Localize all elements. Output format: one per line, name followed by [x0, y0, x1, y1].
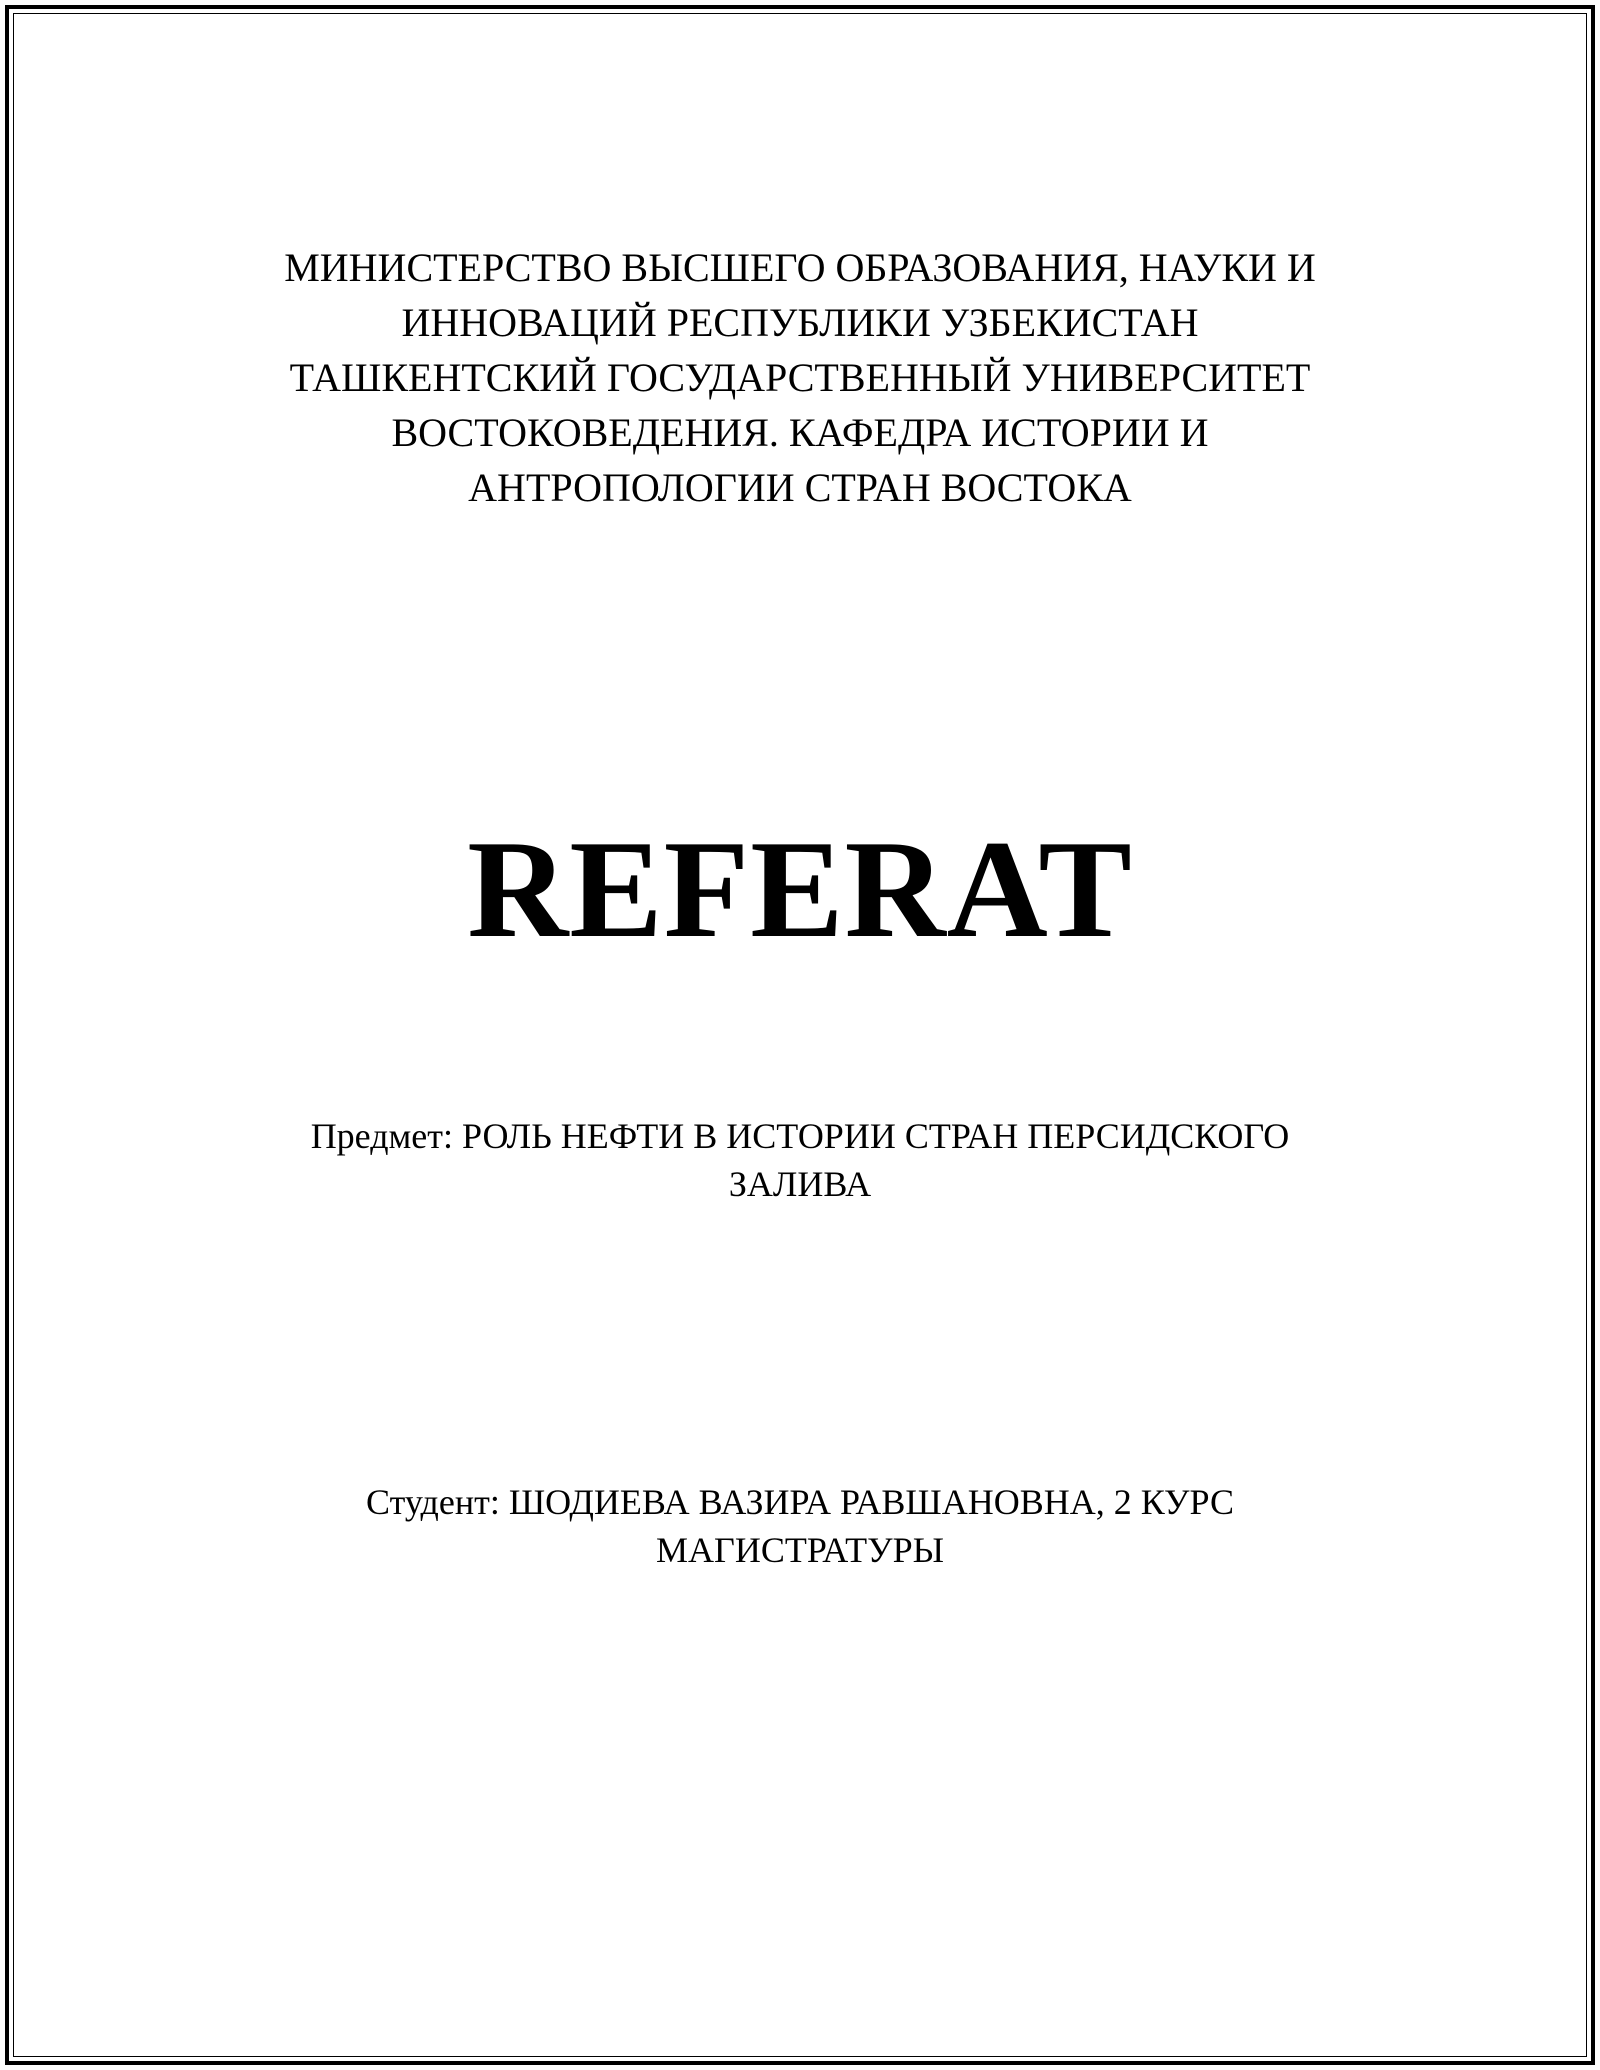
document-title: REFERAT [467, 812, 1133, 967]
student-block [180, 1478, 1420, 1574]
student-line: Студент: ШОДИЕВА ВАЗИРА РАВШАНОВНА, 2 КУРС [366, 1482, 1234, 1522]
header-line: АНТРОПОЛОГИИ СТРАН ВОСТОКА [468, 465, 1132, 510]
header-line: ИННОВАЦИЙ РЕСПУБЛИКИ УЗБЕКИСТАН [401, 300, 1199, 345]
institution-header [180, 240, 1420, 515]
header-line: ВОСТОКОВЕДЕНИЯ. КАФЕДРА ИСТОРИИ И [391, 410, 1209, 455]
header-line: МИНИСТЕРСТВО ВЫСШЕГО ОБРАЗОВАНИЯ, НАУКИ И [284, 245, 1316, 290]
subject-block [180, 1112, 1420, 1208]
subject-line: Предмет: РОЛЬ НЕФТИ В ИСТОРИИ СТРАН ПЕРСИДСКОГО [310, 1116, 1290, 1156]
header-line: ТАШКЕНТСКИЙ ГОСУДАРСТВЕННЫЙ УНИВЕРСИТЕТ [289, 355, 1311, 400]
subject-line: ЗАЛИВА [728, 1164, 872, 1204]
student-line: МАГИСТРАТУРЫ [656, 1530, 944, 1570]
